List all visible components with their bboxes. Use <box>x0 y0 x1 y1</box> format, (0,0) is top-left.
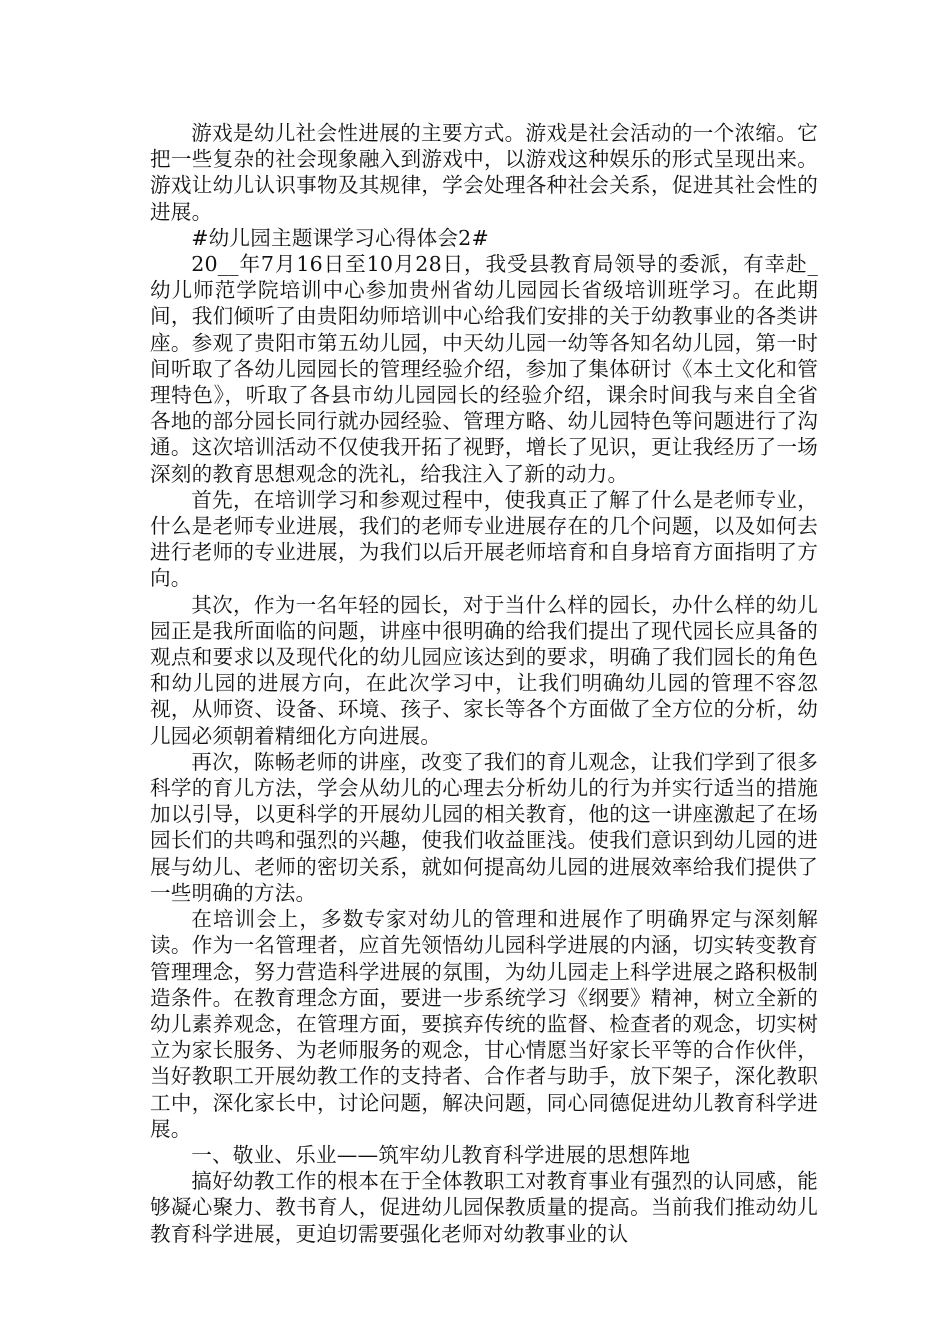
paragraph-third-parenting-lecture: 再次，陈畅老师的讲座，改变了我们的育儿观念，让我们学到了很多科学的育儿方法，学会从幼儿的心理去分析幼儿的行为并实行适当的措施加以引导，以更科学的开展幼儿园的相关教育，他的这一讲座激起了在场园长们的共鸣和强烈的兴趣，使我们收益匪浅。使我们意识到幼儿园的进展与幼儿、老师的密切关系，就如何提高幼儿园的进展效率给我们提供了一些明确的方法。 <box>150 749 818 905</box>
section-heading-study-notes-2: #幼儿园主题课学习心得体会2# <box>191 225 489 250</box>
paragraph-first-teacher-professional: 首先，在培训学习和参观过程中，使我真正了解了什么是老师专业，什么是老师专业进展，我们的老师专业进展存在的几个问题，以及如何去进行老师的专业进展，为我们以后开展老师培育和自身培育方面指明了方向。 <box>150 487 818 591</box>
document-page <box>150 120 818 1247</box>
section-heading-dedication: 一、敬业、乐业——筑牢幼儿教育科学进展的思想阵地 <box>191 1142 691 1167</box>
paragraph-game-social-development: 游戏是幼儿社会性进展的主要方式。游戏是社会活动的一个浓缩。它把一些复杂的社会现象融入到游戏中，以游戏这种娱乐的形式呈现出来。游戏让幼儿认识事物及其规律，学会处理各种社会关系，促进其社会性的进展。 <box>150 121 818 224</box>
paragraph-second-young-director: 其次，作为一名年轻的园长，对于当什么样的园长，办什么样的幼儿园正是我所面临的问题，讲座中很明确的给我们提出了现代园长应具备的观点和要求以及现代化的幼儿园应该达到的要求，明确了我们园长的角色和幼儿园的进展方向，在此次学习中，让我们明确幼儿园的管理不容忽视，从师资、设备、环境、孩子、家长等各个方面做了全方位的分析，幼儿园必须朝着精细化方向进展。 <box>150 592 818 748</box>
paragraph-expert-interpretation: 在培训会上，多数专家对幼儿的管理和进展作了明确界定与深刻解读。作为一名管理者，应首先领悟幼儿园科学进展的内涵，切实转变教育管理理念，努力营造科学进展的氛围，为幼儿园走上科学进展之路积极制造条件。在教育理念方面，要进一步系统学习《纲要》精神，树立全新的幼儿素养观念，在管理方面，要摈弃传统的监督、检查者的观念，切实树立为家长服务、为老师服务的观念，甘心情愿当好家长平等的合作伙伴，当好教职工开展幼教工作的支持者、合作者与助手，放下架子，深化教职工中，深化家长中，讨论问题，解决问题，同心同德促进幼儿教育科学进展。 <box>150 907 818 1141</box>
paragraph-training-overview: 20__年7月16日至10月28日，我受县教育局领导的委派，有幸赴_幼儿师范学院培训中心参加贵州省幼儿园园长省级培训班学习。在此期间，我们倾听了由贵阳幼师培训中心给我们安排的关于幼教事业的各类讲座。参观了贵阳市第五幼儿园，中天幼儿园一幼等各知名幼儿园，第一时间听取了各幼儿园园长的管理经验介绍，参加了集体研讨《本土文化和管理特色》，听取了各县市幼儿园园长的经验介绍，课余时间我与来自全省各地的部分园长同行就办园经验、管理方略、幼儿园特色等问题进行了沟通。这次培训活动不仅使我开拓了视野，增长了见识，更让我经历了一场深刻的教育思想观念的洗礼，给我注入了新的动力。 <box>150 252 818 486</box>
paragraph-staff-recognition: 搞好幼教工作的根本在于全体教职工对教育事业有强烈的认同感，能够凝心聚力、教书育人，促进幼儿园保教质量的提高。当前我们推动幼儿教育科学进展，更迫切需要强化老师对幼教事业的认 <box>150 1169 818 1246</box>
